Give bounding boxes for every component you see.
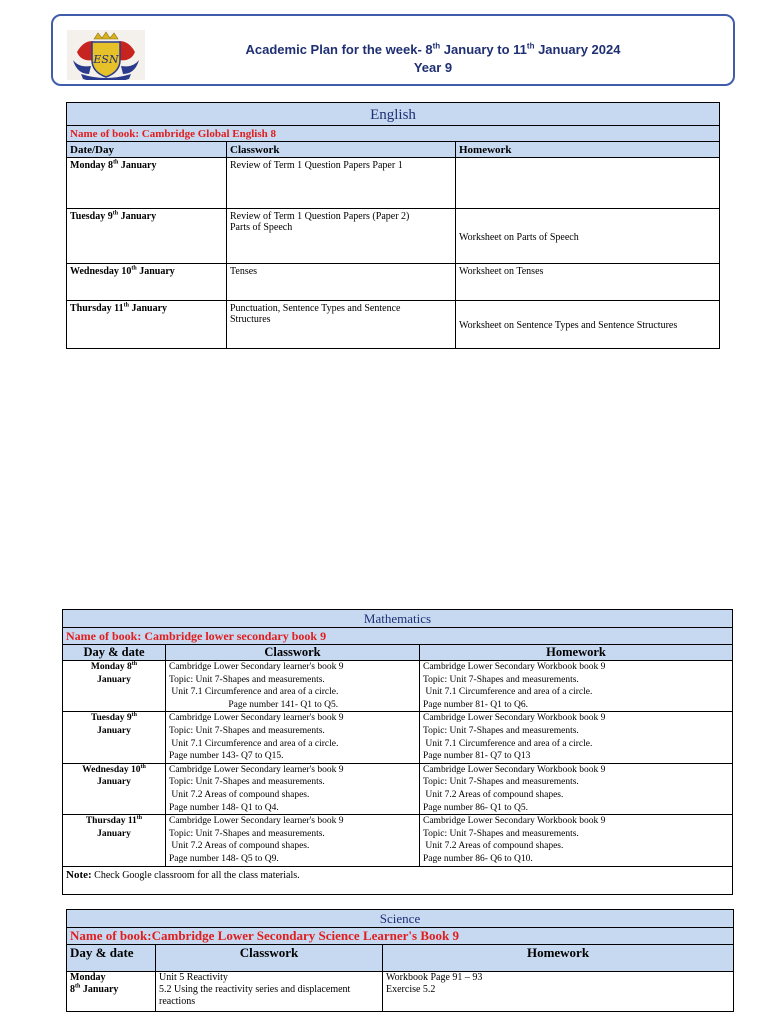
math-homework-cell: Cambridge Lower Secondary Workbook book 9 Topic: Unit 7-Shapes and measurements. Unit 7.1 Circumference and area of a circle. Page number 81- Q7 to Q13 <box>420 712 733 763</box>
english-classwork-cell: Tenses <box>227 264 456 301</box>
math-col-homework: Homework <box>420 645 733 661</box>
english-homework-cell: Worksheet on Sentence Types and Sentence Structures <box>456 301 720 349</box>
english-col-classwork: Classwork <box>227 142 456 158</box>
science-col-day: Day & date <box>67 945 156 972</box>
page-subtitle: Year 9 <box>413 60 453 75</box>
table-row <box>63 661 733 712</box>
math-classwork-cell: Cambridge Lower Secondary learner's book 9 Topic: Unit 7-Shapes and measurements. Unit 7.2 Areas of compound shapes. Page number 148- Q1 to Q4. <box>166 763 420 814</box>
english-homework-cell: Worksheet on Parts of Speech <box>456 209 720 264</box>
page-title: Academic Plan for the week- 8th January to 11th January 2024 <box>245 41 621 57</box>
table-row <box>63 866 733 894</box>
science-col-homework: Homework <box>383 945 734 972</box>
english-day-cell: Monday 8th January <box>67 158 227 209</box>
table-row <box>63 763 733 814</box>
table-row <box>67 301 720 349</box>
table-row <box>67 972 734 1012</box>
math-classwork-cell: Cambridge Lower Secondary learner's book 9 Topic: Unit 7-Shapes and measurements. Unit 7.1 Circumference and area of a circle. Page number 143- Q7 to Q15. <box>166 712 420 763</box>
english-subject-heading: English <box>67 103 720 126</box>
science-homework-cell: Workbook Page 91 – 93 Exercise 5.2 <box>383 972 734 1012</box>
math-col-classwork: Classwork <box>166 645 420 661</box>
header-box <box>51 14 735 86</box>
science-day-cell: Monday 8th January <box>67 972 156 1012</box>
math-homework-cell: Cambridge Lower Secondary Workbook book 9 Topic: Unit 7-Shapes and measurements. Unit 7.2 Areas of compound shapes. Page number 86- Q6 to Q10. <box>420 815 733 866</box>
school-logo <box>67 30 145 80</box>
math-day-cell: Thursday 11th January <box>63 815 166 866</box>
english-plan-table <box>66 102 720 349</box>
table-row <box>63 712 733 763</box>
math-plan-table <box>62 609 733 895</box>
math-homework-cell: Cambridge Lower Secondary Workbook book 9 Topic: Unit 7-Shapes and measurements. Unit 7.2 Areas of compound shapes. Page number 86- Q1 to Q5. <box>420 763 733 814</box>
science-subject-heading: Science <box>67 910 734 928</box>
science-classwork-cell: Unit 5 Reactivity 5.2 Using the reactivity series and displacement reactions <box>156 972 383 1012</box>
science-book-name: Name of book:Cambridge Lower Secondary Science Learner's Book 9 <box>67 928 734 945</box>
math-classwork-cell: Cambridge Lower Secondary learner's book 9 Topic: Unit 7-Shapes and measurements. Unit 7.1 Circumference and area of a circle. Page number 141- Q1 to Q5. <box>166 661 420 712</box>
english-day-cell: Wednesday 10th January <box>67 264 227 301</box>
math-classwork-cell: Cambridge Lower Secondary learner's book 9 Topic: Unit 7-Shapes and measurements. Unit 7.2 Areas of compound shapes. Page number 148- Q5 to Q9. <box>166 815 420 866</box>
math-col-day: Day & date <box>63 645 166 661</box>
english-book-name: Name of book: Cambridge Global English 8 <box>67 126 720 142</box>
math-day-cell: Tuesday 9th January <box>63 712 166 763</box>
english-homework-cell <box>456 158 720 209</box>
logo-lettering: ESN <box>93 53 119 66</box>
english-day-cell: Tuesday 9th January <box>67 209 227 264</box>
math-book-name: Name of book: Cambridge lower secondary book 9 <box>63 628 733 645</box>
table-row <box>67 158 720 209</box>
math-note: Note: Check Google classroom for all the class materials. <box>63 866 733 894</box>
english-classwork-cell: Review of Term 1 Question Papers Paper 1 <box>227 158 456 209</box>
english-classwork-cell: Punctuation, Sentence Types and Sentence Structures <box>227 301 456 349</box>
table-row <box>63 815 733 866</box>
science-col-classwork: Classwork <box>156 945 383 972</box>
english-classwork-cell: Review of Term 1 Question Papers (Paper 2) Parts of Speech <box>227 209 456 264</box>
math-subject-heading: Mathematics <box>63 610 733 628</box>
english-col-homework: Homework <box>456 142 720 158</box>
english-col-day: Date/Day <box>67 142 227 158</box>
math-day-cell: Wednesday 10th January <box>63 763 166 814</box>
table-row <box>67 264 720 301</box>
english-day-cell: Thursday 11th January <box>67 301 227 349</box>
science-plan-table <box>66 909 734 1012</box>
english-homework-cell: Worksheet on Tenses <box>456 264 720 301</box>
math-homework-cell: Cambridge Lower Secondary Workbook book 9 Topic: Unit 7-Shapes and measurements. Unit 7.1 Circumference and area of a circle. Page number 81- Q1 to Q6. <box>420 661 733 712</box>
table-row <box>67 209 720 264</box>
math-day-cell: Monday 8th January <box>63 661 166 712</box>
